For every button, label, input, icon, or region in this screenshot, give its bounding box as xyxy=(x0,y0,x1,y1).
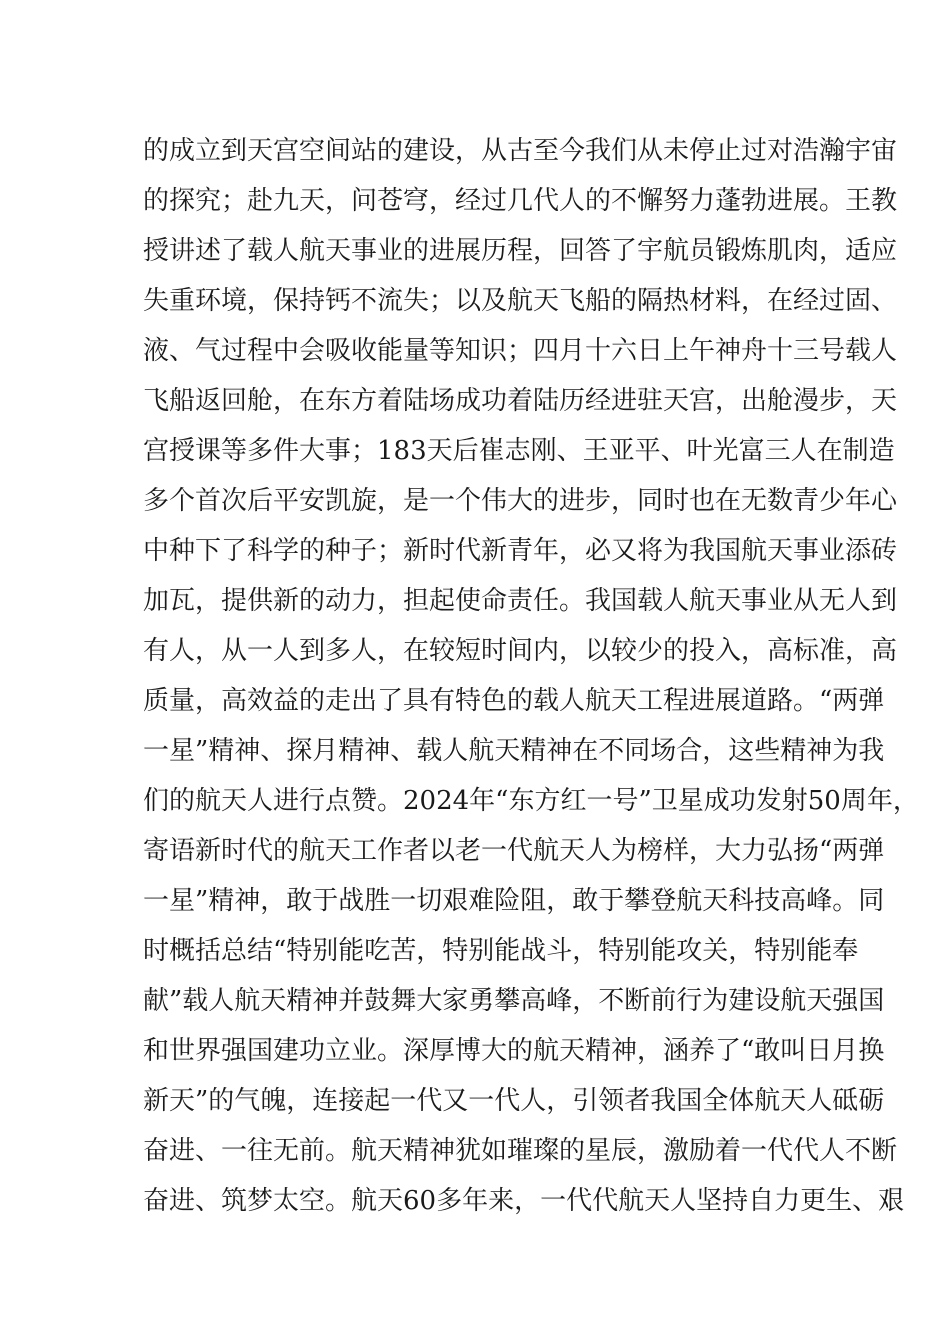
text-line: 新天”的气魄，连接起一代又一代人，引领者我国全体航天人砥砺 xyxy=(143,1086,885,1116)
text-line: 的成立到天宫空间站的建设，从古至今我们从未停止过对浩瀚宇宙 xyxy=(143,136,898,166)
text-line: 们的航天人进行点赞。2024年“东方红一号”卫星成功发射50周年， xyxy=(143,786,919,816)
text-line: 飞船返回舱，在东方着陆场成功着陆历经进驻天宫，出舱漫步，天 xyxy=(143,386,898,416)
text-line: 奋进、一往无前。航天精神犹如璀璨的星辰，激励着一代代人不断 xyxy=(143,1136,898,1166)
text-line: 奋进、筑梦太空。航天60多年来，一代代航天人坚持自力更生、艰 xyxy=(143,1186,905,1216)
text-line: 宫授课等多件大事；183天后崔志刚、王亚平、叶光富三人在制造 xyxy=(143,436,895,466)
text-line: 一星”精神、探月精神、载人航天精神在不同场合，这些精神为我 xyxy=(143,736,885,766)
text-line: 中种下了科学的种子；新时代新青年，必又将为我国航天事业添砖 xyxy=(143,536,898,566)
text-line: 授讲述了载人航天事业的进展历程，回答了宇航员锻炼肌肉，适应 xyxy=(143,236,898,266)
text-line: 寄语新时代的航天工作者以老一代航天人为榜样，大力弘扬“两弹 xyxy=(143,836,885,866)
text-line: 加瓦，提供新的动力，担起使命责任。我国载人航天事业从无人到 xyxy=(143,586,898,616)
text-line: 有人，从一人到多人，在较短时间内，以较少的投入，高标准，高 xyxy=(143,636,898,666)
text-line: 时概括总结“特别能吃苦，特别能战斗，特别能攻关，特别能奉 xyxy=(143,936,859,966)
text-line: 液、气过程中会吸收能量等知识；四月十六日上午神舟十三号载人 xyxy=(143,336,898,366)
body-paragraph xyxy=(143,126,919,1226)
text-line: 献”载人航天精神并鼓舞大家勇攀高峰，不断前行为建设航天强国 xyxy=(143,986,885,1016)
text-line: 多个首次后平安凯旋，是一个伟大的进步，同时也在无数青少年心 xyxy=(143,486,898,516)
text-line: 一星”精神，敢于战胜一切艰难险阻，敢于攀登航天科技高峰。同 xyxy=(143,886,885,916)
text-line: 失重环境，保持钙不流失；以及航天飞船的隔热材料，在经过固、 xyxy=(143,286,898,316)
text-line: 的探究；赴九天，问苍穹，经过几代人的不懈努力蓬勃进展。王教 xyxy=(143,186,898,216)
text-line: 和世界强国建功立业。深厚博大的航天精神，涵养了“敢叫日月换 xyxy=(143,1036,885,1066)
text-line: 质量，高效益的走出了具有特色的载人航天工程进展道路。“两弹 xyxy=(143,686,885,716)
